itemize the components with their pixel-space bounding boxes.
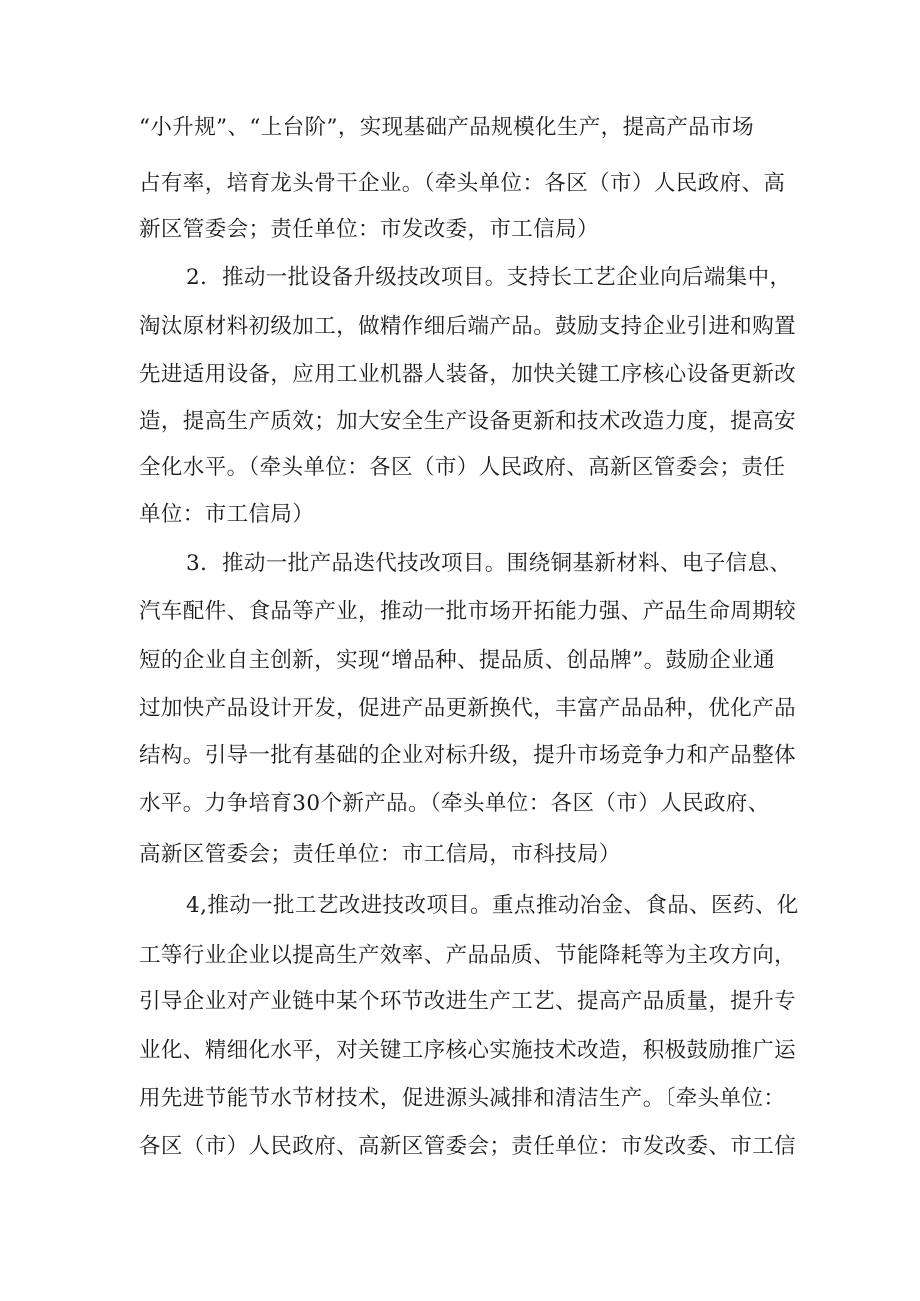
text-line: 结构。引导一批有基础的企业对标升级，提升市场竞争力和产品整体 [139, 743, 797, 768]
text-line: 汽车配件、食品等产业，推动一批市场开拓能力强、产品生命周期较 [139, 599, 797, 624]
text-line: 全化水平。（牵头单位：各区（市）人民政府、高新区管委会；责任 [139, 455, 786, 480]
paragraph-4-start: 4,推动一批工艺改进技改项目。重点推动冶金、食品、医药、化 [186, 893, 799, 918]
text-line: 造，提高生产质效；加大安全生产设备更新和技术改造力度，提高安 [139, 409, 797, 434]
text-line: 高新区管委会；责任单位：市工信局，市科技局） [139, 842, 621, 867]
text-line: 水平。力争培育30个新产品。（牵头单位：各区（市）人民政府、 [139, 791, 770, 816]
text-line: 业化、精细化水平，对关键工序核心实施技术改造，积极鼓励推广运 [139, 1038, 797, 1063]
text-line: 淘汰原材料初级加工，做精作细后端产品。鼓励支持企业引进和购置 [139, 314, 797, 339]
paragraph-2-start: 2．推动一批设备升级技改项目。支持长工艺企业向后端集中， [186, 265, 792, 290]
text-line: 短的企业自主创新，实现“增品种、提品质、创品牌”。鼓励企业通 [139, 648, 775, 673]
text-line: 占有率，培育龙头骨干企业。（牵头单位：各区（市）人民政府、高 [139, 171, 786, 196]
text-line: “小升规”、“上台阶”，实现基础产品规模化生产，提高产品市场 [139, 115, 754, 140]
text-line: 用先进节能节水节材技术，促进源头减排和清洁生产。〔牵头单位： [139, 1086, 786, 1111]
text-line: 工等行业企业以提高生产效率、产品品质、节能降耗等为主攻方向， [139, 943, 797, 968]
text-line: 过加快产品设计开发，促进产品更新换代，丰富产品品种，优化产品 [139, 696, 797, 721]
text-line: 新区管委会；责任单位：市发改委，市工信局） [139, 217, 599, 242]
text-line: 单位：市工信局） [139, 502, 315, 527]
paragraph-3-start: 3．推动一批产品迭代技改项目。围绕铜基新材料、电子信息、 [186, 551, 792, 576]
text-line: 先进适用设备，应用工业机器人装备，加快关键工序核心设备更新改 [139, 362, 797, 387]
text-line: 各区（市）人民政府、高新区管委会；责任单位：市发改委、市工信 [139, 1134, 797, 1159]
text-line: 引导企业对产业链中某个环节改进生产工艺、提高产品质量，提升专 [139, 989, 797, 1014]
